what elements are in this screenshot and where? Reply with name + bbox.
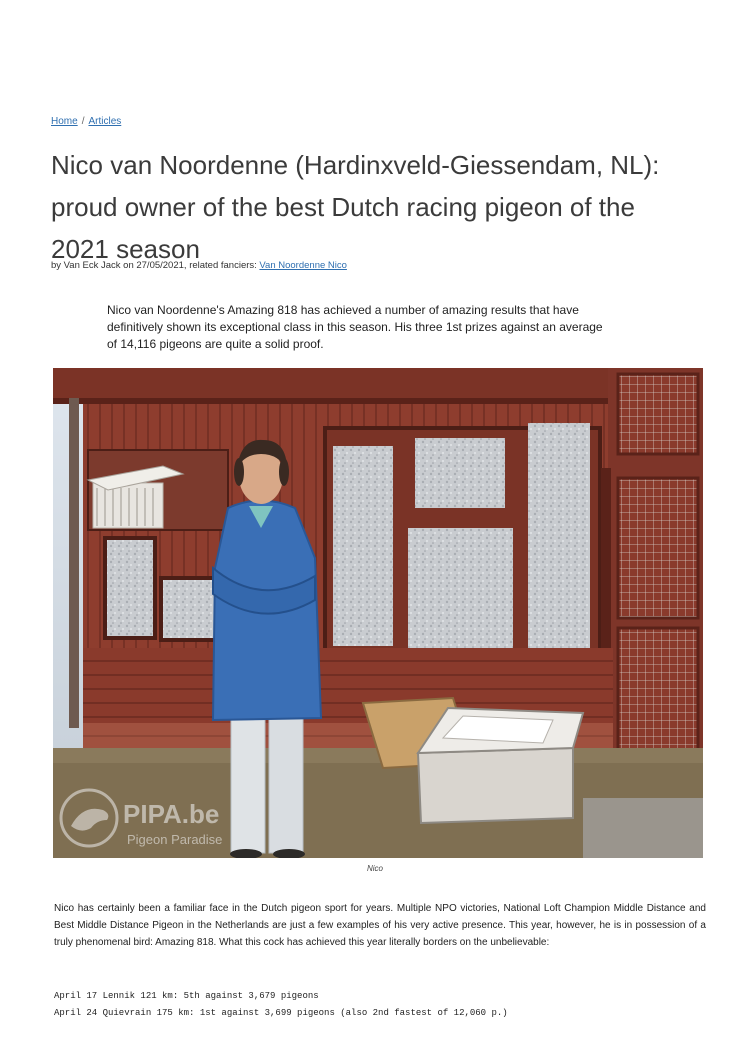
- article-title: Nico van Noordenne (Hardinxveld-Giessendam, NL): proud owner of the best Dutch racing pigeon of the 2021 season: [51, 150, 660, 264]
- result-item: April 17 Lennik 121 km: 5th against 3,679 pigeons: [54, 991, 319, 1001]
- byline-text: by Van Eck Jack on 27/05/2021, related fanciers:: [51, 260, 257, 271]
- article-photo: [53, 368, 703, 858]
- result-item: April 24 Quievrain 175 km: 1st against 3,699 pigeons (also 2nd fastest of 12,060 p.): [54, 1008, 508, 1018]
- breadcrumb-articles-link[interactable]: Articles: [88, 116, 122, 127]
- article-body: Nico has certainly been a familiar face in the Dutch pigeon sport for years. Multiple NPO victories, National Loft Champion Middle Distance and Best Middle Distance Pigeon in the Netherlands are just a few examples of his very active presence. This year, however, he is in possession of a truly phenomenal bird: Amazing 818. What this cock has achieved this year literally borders on the unbelievable:: [54, 903, 706, 948]
- breadcrumb-home-link[interactable]: Home: [51, 116, 78, 127]
- related-fancier-link[interactable]: Van Noordenne Nico: [259, 260, 347, 271]
- breadcrumb-separator: /: [81, 116, 85, 127]
- article-byline: [51, 260, 347, 271]
- results-list: [54, 988, 508, 1022]
- watermark-tagline: Pigeon Paradise: [127, 832, 223, 847]
- watermark-brand: PIPA.be: [123, 799, 220, 829]
- article-lead: Nico van Noordenne's Amazing 818 has achieved a number of amazing results that have definitively shown its exceptional class in this season. His three 1st prizes against an average of 14,116 pigeons are quite a solid proof.: [107, 303, 603, 351]
- loft-photo-illustration: [53, 368, 703, 858]
- photo-caption: Nico: [366, 864, 383, 873]
- breadcrumb: [51, 116, 121, 127]
